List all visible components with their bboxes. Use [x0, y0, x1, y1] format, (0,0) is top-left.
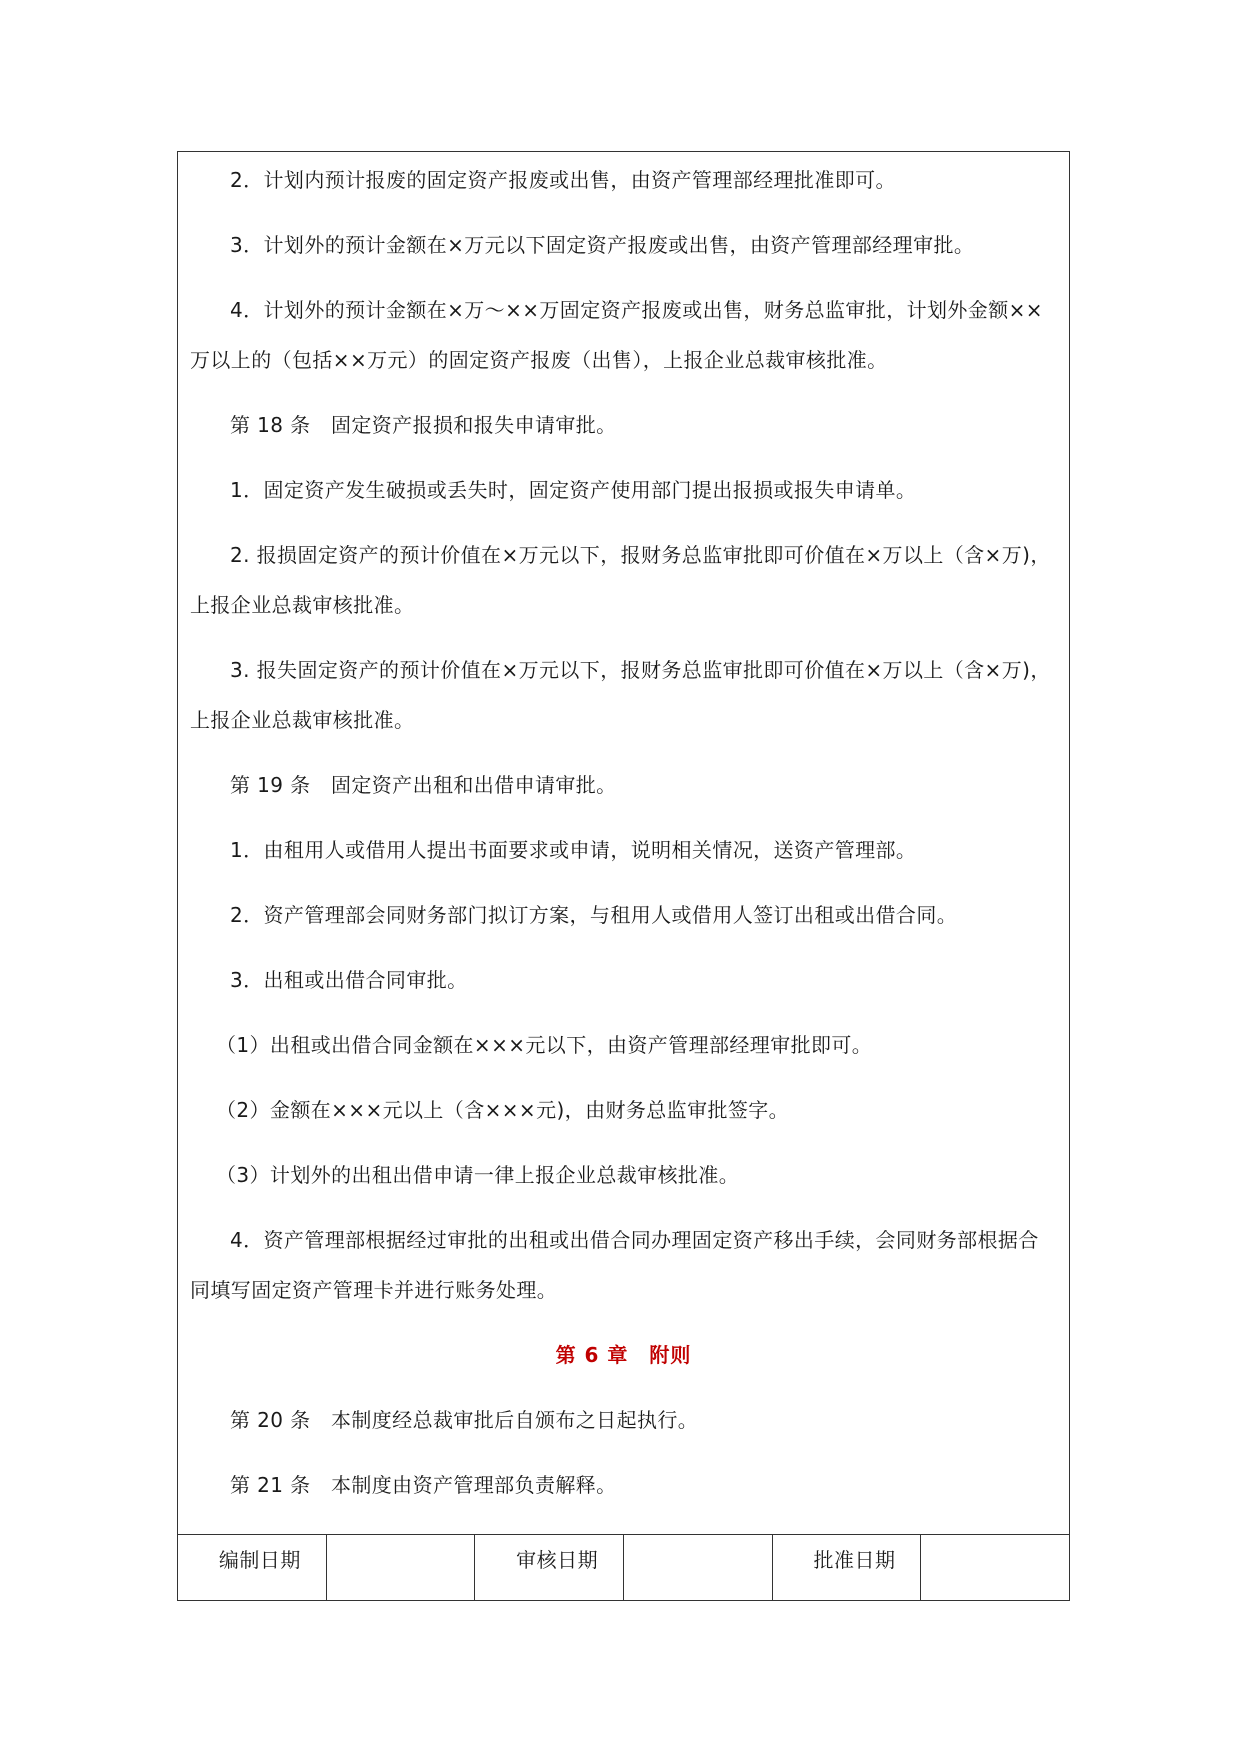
approve-date-label: 批准日期 — [773, 1535, 922, 1601]
paragraph-19-3-3: （3）计划外的出租出借申请一律上报企业总裁审核批准。 — [216, 1163, 740, 1187]
compile-date-field[interactable] — [327, 1535, 476, 1601]
paragraph-18-3: 3. 报失固定资产的预计价值在×万元以下，报财务总监审批即可价值在×万以上（含×万)，上报企业总裁审核批准。 — [190, 658, 1051, 732]
paragraph-19-1: 1．由租用人或借用人提出书面要求或申请，说明相关情况，送资产管理部。 — [230, 838, 917, 862]
article-18-heading: 第 18 条 固定资产报损和报失申请审批。 — [230, 413, 617, 437]
paragraph-item-2: 2．计划内预计报废的固定资产报废或出售，由资产管理部经理批准即可。 — [230, 168, 896, 192]
paragraph-19-2: 2．资产管理部会同财务部门拟订方案，与租用人或借用人签订出租或出借合同。 — [230, 903, 958, 927]
document-frame — [177, 151, 1070, 1601]
approve-date-field[interactable] — [921, 1535, 1069, 1601]
article-21: 第 21 条 本制度由资产管理部负责解释。 — [230, 1473, 617, 1497]
document-body — [178, 152, 1069, 1534]
signature-row — [178, 1534, 1069, 1601]
review-date-field[interactable] — [624, 1535, 773, 1601]
paragraph-19-4: 4．资产管理部根据经过审批的出租或出借合同办理固定资产移出手续，会同财务部根据合同填写固定资产管理卡并进行账务处理。 — [190, 1228, 1039, 1302]
paragraph-19-3: 3．出租或出借合同审批。 — [230, 968, 468, 992]
article-20: 第 20 条 本制度经总裁审批后自颁布之日起执行。 — [230, 1408, 699, 1432]
paragraph-19-3-2: （2）金额在×××元以上（含×××元)，由财务总监审批签字。 — [216, 1098, 790, 1122]
paragraph-18-1: 1．固定资产发生破损或丢失时，固定资产使用部门提出报损或报失申请单。 — [230, 478, 917, 502]
article-19-heading: 第 19 条 固定资产出租和出借申请审批。 — [230, 773, 617, 797]
chapter-heading: 第 6 章 附则 — [555, 1343, 692, 1367]
paragraph-item-4: 4．计划外的预计金额在×万～××万固定资产报废或出售，财务总监审批，计划外金额××万以上的（包括××万元）的固定资产报废（出售），上报企业总裁审核批准。 — [190, 298, 1043, 372]
compile-date-label: 编制日期 — [178, 1535, 327, 1601]
review-date-label: 审核日期 — [475, 1535, 624, 1601]
paragraph-18-2: 2. 报损固定资产的预计价值在×万元以下，报财务总监审批即可价值在×万以上（含×万)，上报企业总裁审核批准。 — [190, 543, 1051, 617]
paragraph-item-3: 3．计划外的预计金额在×万元以下固定资产报废或出售，由资产管理部经理审批。 — [230, 233, 975, 257]
paragraph-19-3-1: （1）出租或出借合同金额在×××元以下，由资产管理部经理审批即可。 — [216, 1033, 873, 1057]
